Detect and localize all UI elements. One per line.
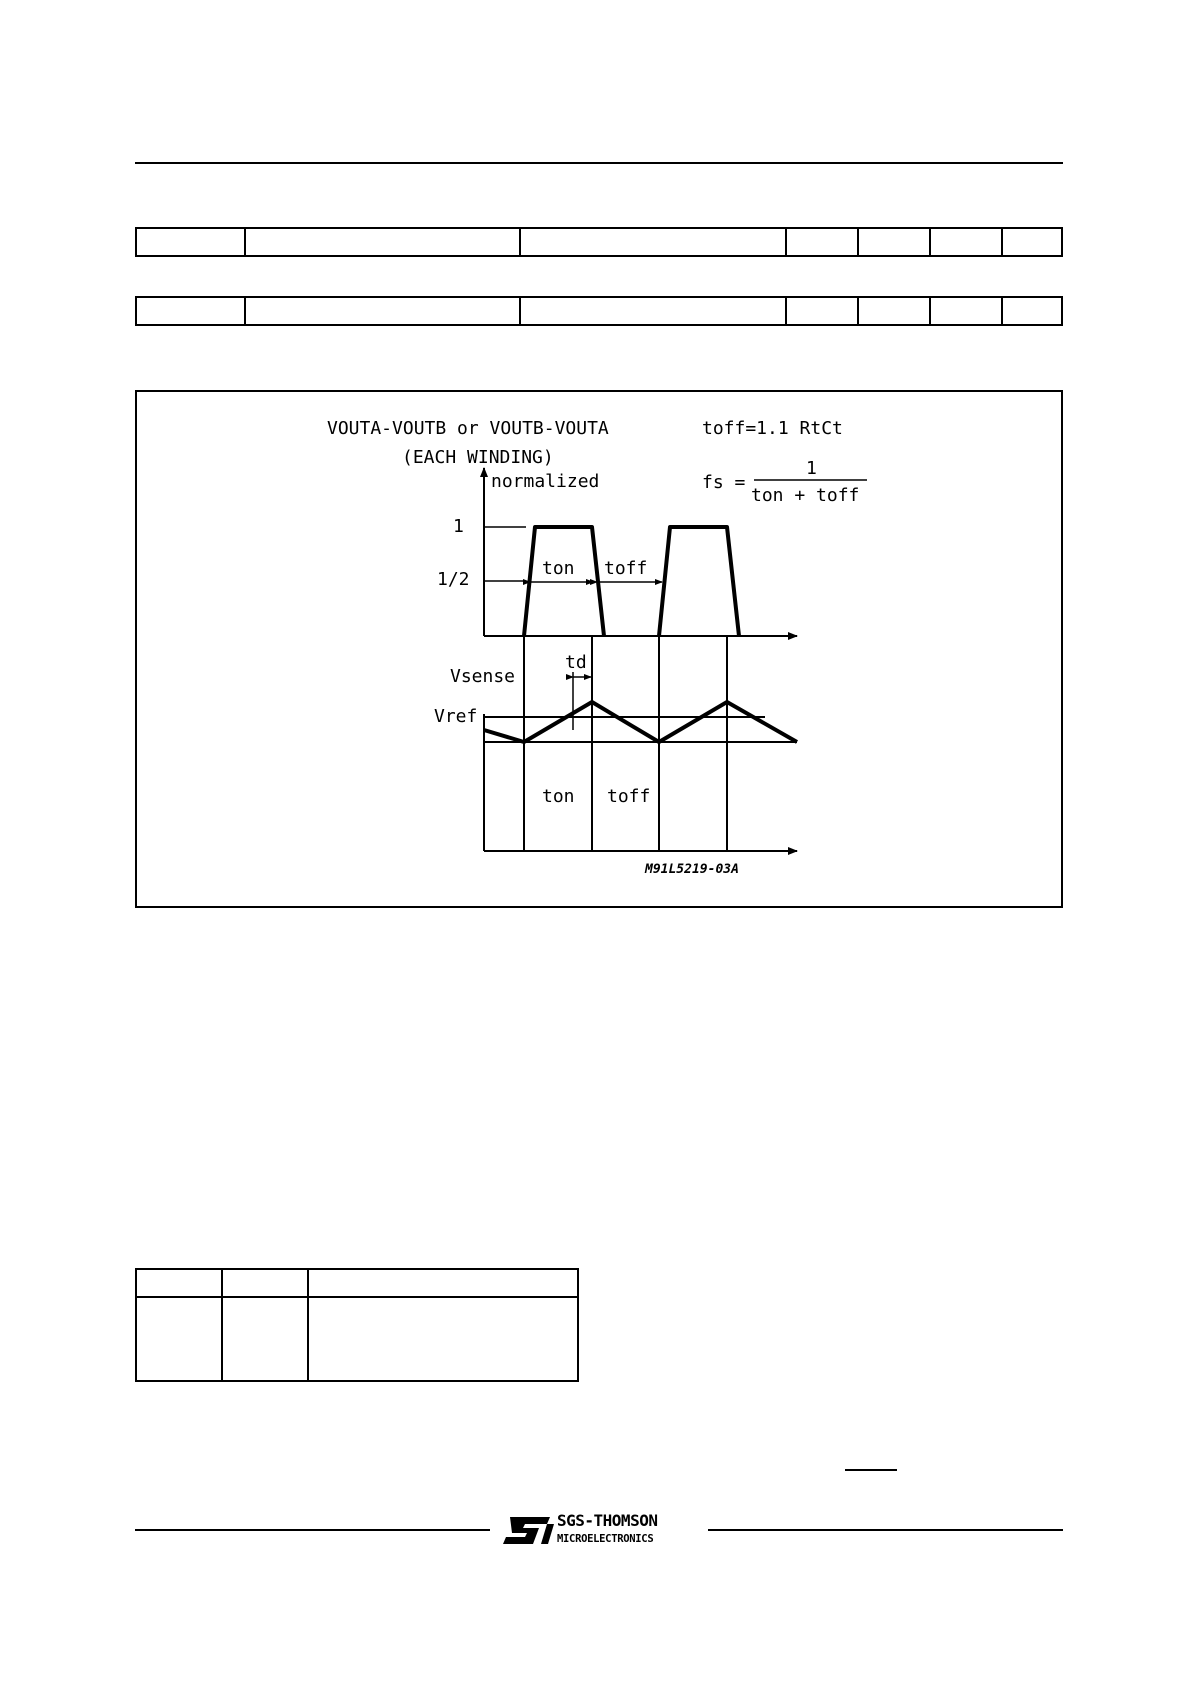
parameter-table-row-2 [135,296,1063,326]
lower-ton-label: ton [542,786,575,807]
upper-ton-label: ton [542,558,575,579]
output-pulse-2 [659,527,739,636]
tick-label-half: 1/2 [437,569,470,590]
header-rule [135,162,1063,164]
figure-code: M91L5219-03A [645,862,739,877]
st-logo-mark [495,1500,705,1550]
vref-label: Vref [434,706,478,727]
brand-sub: MICROELECTRONICS [557,1533,654,1545]
vsense-label: Vsense [450,666,516,687]
footer-rule-right [708,1529,1063,1531]
short-rule [845,1469,897,1471]
td-label: td [565,652,587,673]
figure-title-line2: (EACH WINDING) [402,447,554,468]
tick-label-1: 1 [453,516,464,537]
fs-denominator: ton + toff [751,485,860,506]
timing-diagram-frame [135,390,1063,908]
pin-table [135,1268,579,1382]
brand-name: SGS-THOMSON [557,1511,658,1530]
fs-numerator: 1 [806,458,817,479]
footer-rule-left [135,1529,490,1531]
parameter-table-row-1 [135,227,1063,257]
fs-label: fs = [702,472,746,493]
figure-title-line1: VOUTA-VOUTB or VOUTB-VOUTA [327,418,609,439]
st-logo [495,1500,705,1550]
upper-toff-label: toff [604,558,648,579]
y-axis-label: normalized [491,471,600,492]
toff-formula: toff=1.1 RtCt [702,418,843,439]
vsense-waveform [484,702,797,742]
timing-diagram [137,392,1061,906]
lower-toff-label: toff [607,786,651,807]
